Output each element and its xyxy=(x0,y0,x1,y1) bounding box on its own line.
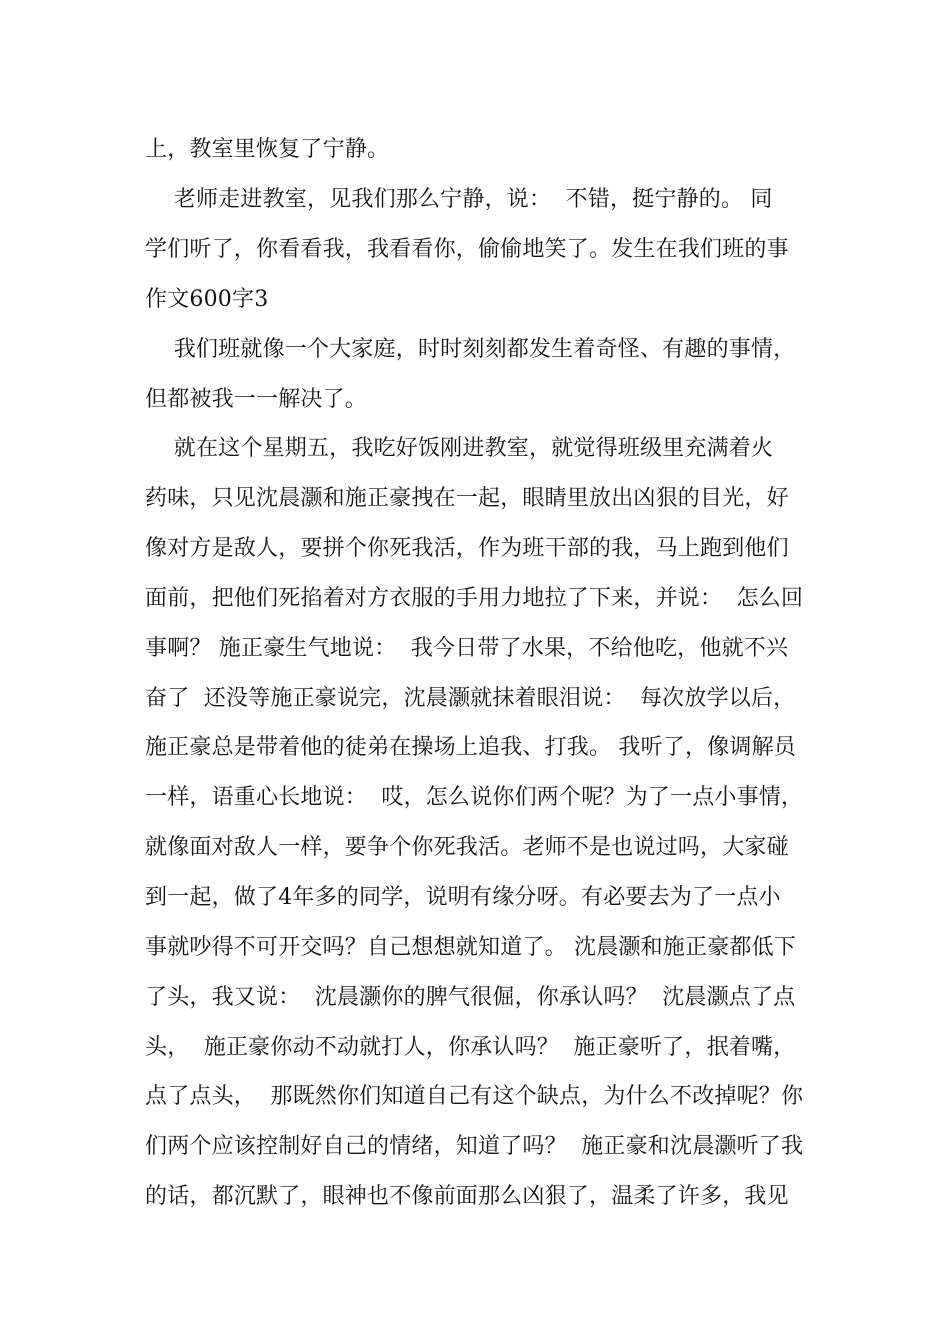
text-line: 到一起，做了4年多的同学，说明有缘分呀。有必要去为了一点小 xyxy=(145,885,781,910)
text-line: 点了点头， 那既然你们知道自己有这个缺点，为什么不改掉呢？你 xyxy=(145,1084,804,1109)
text-line: 一样，语重心长地说： 哎，怎么说你们两个呢？为了一点小事情， xyxy=(145,785,804,810)
text-line: 上，教室里恢复了宁静。 xyxy=(145,137,390,162)
text-line: 但都被我一一解决了。 xyxy=(145,387,368,412)
text-line: 事就吵得不可开交吗？自己想想就知道了。 沈晨灏和施正豪都低下 xyxy=(145,935,796,960)
text-line: 们两个应该控制好自己的情绪，知道了吗？ 施正豪和沈晨灏听了我 xyxy=(145,1134,804,1159)
text-line: 的话，都沉默了，眼神也不像前面那么凶狠了，温柔了许多，我见 xyxy=(145,1184,789,1209)
text-line: 事啊？ 施正豪生气地说： 我今日带了水果，不给他吃，他就不兴 xyxy=(145,636,789,661)
text-line: 就在这个星期五，我吃好饭刚进教室，就觉得班级里充满着火 xyxy=(145,436,774,461)
text-line: 施正豪总是带着他的徒弟在操场上追我、打我。 我听了，像调解员 xyxy=(145,735,796,760)
text-line: 学们听了，你看看我，我看看你，偷偷地笑了。发生在我们班的事 xyxy=(145,237,789,262)
text-line: 奋了 还没等施正豪说完，沈晨灏就抹着眼泪说： 每次放学以后， xyxy=(145,686,796,711)
text-line: 作文600字3 xyxy=(145,287,269,312)
text-line: 我们班就像一个大家庭，时时刻刻都发生着奇怪、有趣的事情， xyxy=(145,337,796,362)
text-line: 药味，只见沈晨灏和施正豪拽在一起，眼睛里放出凶狠的目光，好 xyxy=(145,486,789,511)
text-line: 面前，把他们死掐着对方衣服的手用力地拉了下来，并说： 怎么回 xyxy=(145,586,804,611)
text-line: 就像面对敌人一样，要争个你死我活。老师不是也说过吗，大家碰 xyxy=(145,835,789,860)
text-line: 了头，我又说： 沈晨灏你的脾气很倔，你承认吗？ 沈晨灏点了点 xyxy=(145,985,796,1010)
text-line: 头， 施正豪你动不动就打人，你承认吗？ 施正豪听了，抿着嘴， xyxy=(145,1035,796,1060)
text-line: 像对方是敌人，要拼个你死我活，作为班干部的我，马上跑到他们 xyxy=(145,536,789,561)
text-line: 老师走进教室，见我们那么宁静，说： 不错，挺宁静的。 同 xyxy=(145,187,773,212)
